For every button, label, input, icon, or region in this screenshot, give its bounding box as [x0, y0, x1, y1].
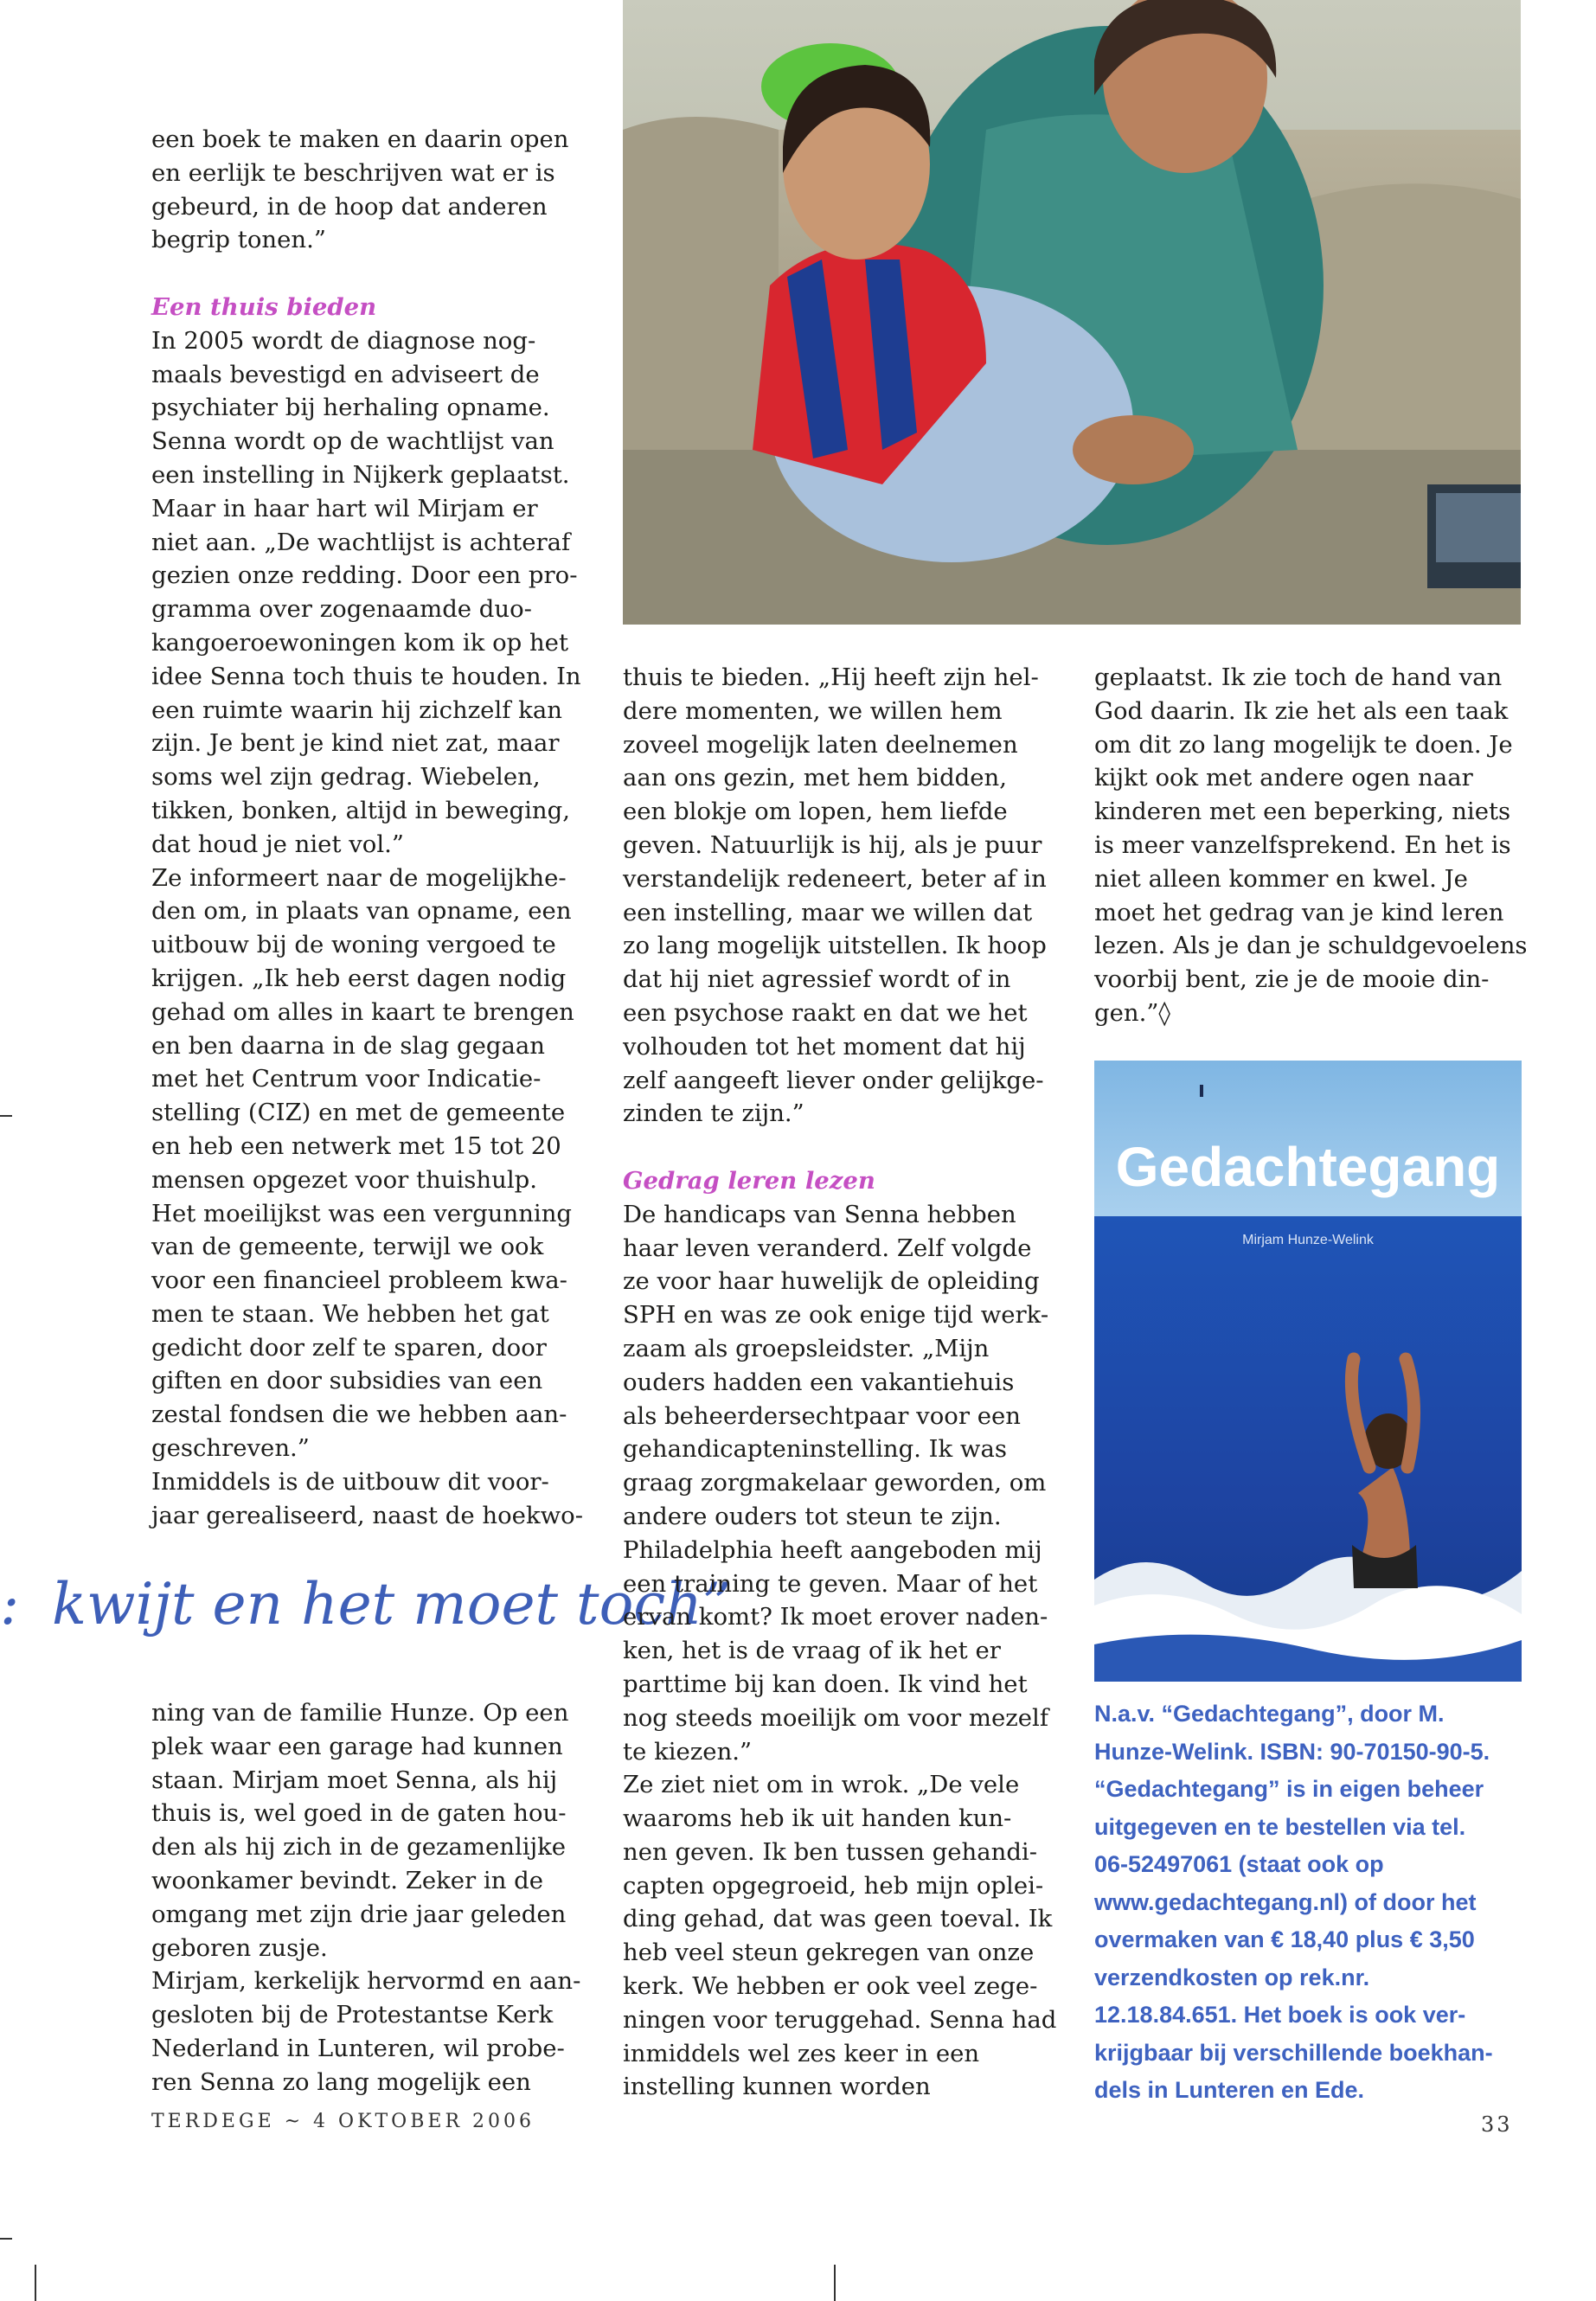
caption-line: www.gedachtegang.nl) of door het: [1094, 1888, 1477, 1915]
text-line: capten opgegroeid, heb mijn oplei-: [623, 1871, 1044, 1900]
section-heading-thuis-bieden: Een thuis bieden: [151, 292, 377, 321]
book-info-caption: [1094, 1695, 1544, 2110]
text-line: van de gemeente, terwijl we ook: [151, 1233, 544, 1261]
text-line: maals bevestigd en adviseert de: [151, 360, 540, 388]
crop-mark: [0, 2238, 12, 2240]
caption-line: verzendkosten op rek.nr.: [1094, 1964, 1370, 1990]
text-line: tikken, bonken, altijd in beweging,: [151, 796, 570, 824]
text-line: heb veel steun gekregen van onze: [623, 1939, 1035, 1967]
article-column-1: [151, 123, 584, 1532]
text-line: kijkt ook met andere ogen naar: [1094, 764, 1473, 792]
text-line: stelling (CIZ) en met de gemeente: [151, 1099, 566, 1127]
pull-quote: [0, 1566, 732, 1644]
article-column-1-continued: [151, 1696, 584, 2099]
text-line: gezien onze redding. Door een pro-: [151, 561, 578, 590]
text-line: SPH en was ze ook enige tijd werk-: [623, 1301, 1049, 1330]
text-line: geschreven.”: [151, 1434, 310, 1463]
text-line: instelling kunnen worden: [623, 2073, 931, 2101]
text-line: en ben daarna in de slag gegaan: [151, 1031, 545, 1060]
text-line: psychiater bij herhaling opname.: [151, 394, 550, 422]
pull-quote-fragment: :: [0, 1571, 20, 1638]
text-line: Ze ziet niet om in wrok. „De vele: [623, 1771, 1020, 1799]
text-line: voorbij bent, zie je de mooie din-: [1094, 965, 1490, 994]
text-line: een instelling in Nijkerk geplaatst.: [151, 460, 570, 489]
text-line: men te staan. We hebben het gat: [151, 1299, 549, 1328]
text-line: als beheerdersechtpaar voor een: [623, 1401, 1021, 1430]
text-line: Mirjam, kerkelijk hervormd en aan-: [151, 1967, 581, 1996]
text-line: kinderen met een beperking, niets: [1094, 798, 1511, 826]
text-line: dat hij niet agressief wordt of in: [623, 965, 1011, 994]
text-line: ding gehad, dat was geen toeval. Ik: [623, 1905, 1053, 1933]
text-line: Senna wordt op de wachtlijst van: [151, 427, 554, 456]
text-line: krijgen. „Ik heb eerst dagen nodig: [151, 964, 567, 992]
col2-intro: [623, 661, 1073, 1131]
text-line: dere momenten, we willen hem: [623, 696, 1003, 725]
text-line: aan ons gezin, met hem bidden,: [623, 764, 1008, 792]
col1-body: [151, 324, 584, 1533]
text-line: andere ouders tot steun te zijn.: [623, 1502, 1002, 1530]
text-line: zaam als groepsleidster. „Mijn: [623, 1334, 990, 1362]
text-line: ervan komt? Ik moet erover naden-: [623, 1603, 1048, 1631]
text-line: ning van de familie Hunze. Op een: [151, 1699, 569, 1727]
text-line: thuis is, wel goed in de gaten hou-: [151, 1799, 567, 1828]
caption-line: “Gedachtegang” is in eigen beheer: [1094, 1776, 1484, 1802]
text-line: God daarin. Ik zie het als een taak: [1094, 696, 1509, 725]
text-line: en heb een netwerk met 15 tot 20: [151, 1131, 561, 1160]
text-line: den om, in plaats van opname, een: [151, 897, 572, 926]
text-line: nog steeds moeilijk om voor mezelf: [623, 1703, 1049, 1732]
crop-mark: [834, 2265, 836, 2301]
text-line: gesloten bij de Protestantse Kerk: [151, 2001, 554, 2029]
text-line: waaroms heb ik uit handen kun-: [623, 1804, 1012, 1833]
text-line: geboren zusje.: [151, 1933, 328, 1962]
text-line: zestal fondsen die we hebben aan-: [151, 1400, 567, 1429]
text-line: omgang met zijn drie jaar geleden: [151, 1900, 567, 1928]
text-line: gedicht door zelf te sparen, door: [151, 1333, 547, 1362]
text-line: en eerlijk te beschrijven wat er is: [151, 158, 555, 187]
text-line: niet alleen kommer en kwel. Je: [1094, 864, 1468, 893]
text-line: dat houd je niet vol.”: [151, 830, 404, 858]
text-line: staan. Mirjam moet Senna, als hij: [151, 1766, 558, 1794]
text-line: zinden te zijn.”: [623, 1099, 804, 1128]
text-line: woonkamer bevindt. Zeker in de: [151, 1866, 544, 1894]
text-line: voor een financieel probleem kwa-: [151, 1266, 567, 1295]
text-line: Philadelphia heeft aangeboden mij: [623, 1535, 1042, 1564]
text-line: idee Senna toch thuis te houden. In: [151, 662, 581, 690]
pull-quote-text: kwijt en het moet toch”: [52, 1571, 732, 1638]
text-line: kangoeroewoningen kom ik op het: [151, 628, 569, 657]
text-line: plek waar een garage had kunnen: [151, 1732, 563, 1760]
caption-line: uitgegeven en te bestellen via tel.: [1094, 1813, 1466, 1840]
crop-mark: [35, 2265, 36, 2301]
text-line: begrip tonen.”: [151, 226, 326, 254]
text-line: gebeurd, in de hoop dat anderen: [151, 192, 548, 221]
text-line: met het Centrum voor Indicatie-: [151, 1065, 542, 1093]
text-line: een training te geven. Maar of het: [623, 1569, 1038, 1598]
text-line: niet aan. „De wachtlijst is achteraf: [151, 528, 571, 556]
text-line: soms wel zijn gedrag. Wiebelen,: [151, 763, 541, 792]
page-number: 33: [1481, 2112, 1513, 2137]
text-line: ze voor haar huwelijk de opleiding: [623, 1267, 1040, 1296]
text-line: Inmiddels is de uitbouw dit voor-: [151, 1467, 549, 1496]
text-line: lezen. Als je dan je schuldgevoelens: [1094, 932, 1528, 960]
text-line: een instelling, maar we willen dat: [623, 898, 1033, 926]
text-line: een blokje om lopen, hem liefde: [623, 798, 1008, 826]
text-line: is meer vanzelfsprekend. En het is: [1094, 830, 1511, 859]
col1-intro: [151, 123, 584, 257]
caption-line: dels in Lunteren en Ede.: [1094, 2077, 1365, 2103]
text-line: nen geven. Ik ben tussen gehandi-: [623, 1837, 1038, 1866]
text-line: een ruimte waarin hij zichzelf kan: [151, 695, 562, 724]
text-line: volhouden tot het moment dat hij: [623, 1032, 1026, 1061]
text-line: gramma over zogenaamde duo-: [151, 595, 532, 624]
crop-mark: [0, 1115, 12, 1117]
photo-mother-and-son: [623, 0, 1521, 625]
text-line: Ze informeert naar de mogelijkhe-: [151, 863, 567, 892]
caption-line: krijgbaar bij verschillende boekhan-: [1094, 2039, 1493, 2066]
text-line: verstandelijk redeneert, beter af in: [623, 864, 1047, 893]
text-line: moet het gedrag van je kind leren: [1094, 898, 1504, 926]
text-line: haar leven veranderd. Zelf volgde: [623, 1234, 1032, 1262]
text-line: een boek te maken en daarin open: [151, 125, 569, 153]
caption-line: 06-52497061 (staat ook op: [1094, 1851, 1384, 1877]
caption-line: overmaken van € 18,40 plus € 3,50: [1094, 1926, 1475, 1952]
text-line: geven. Natuurlijk is hij, als je puur: [623, 830, 1042, 859]
article-column-3: [1094, 661, 1535, 1030]
text-line: In 2005 wordt de diagnose nog-: [151, 326, 536, 355]
text-line: den als hij zich in de gezamenlijke: [151, 1833, 567, 1862]
footer-magazine-date: TERDEGE ~ 4 OKTOBER 2006: [151, 2111, 535, 2132]
book-cover-author: Mirjam Hunze-Welink: [1242, 1233, 1374, 1247]
text-line: zoveel mogelijk laten deelnemen: [623, 730, 1018, 759]
text-line: parttime bij kan doen. Ik vind het: [623, 1670, 1028, 1698]
text-line: mensen opgezet voor thuishulp.: [151, 1165, 537, 1194]
text-line: uitbouw bij de woning vergoed te: [151, 931, 556, 959]
col2-body: [623, 1198, 1073, 2105]
text-line: inmiddels wel zes keer in een: [623, 2039, 980, 2067]
text-line: ningen voor teruggehad. Senna had: [623, 2005, 1057, 2034]
text-line: om dit zo lang mogelijk te doen. Je: [1094, 730, 1513, 759]
text-line: Nederland in Lunteren, wil probe-: [151, 2034, 565, 2062]
text-line: zelf aangeeft liever onder gelijkge-: [623, 1066, 1044, 1094]
text-line: Maar in haar hart wil Mirjam er: [151, 494, 538, 522]
book-cover-gedachtegang: [1094, 1061, 1522, 1682]
text-line: te kiezen.”: [623, 1737, 753, 1766]
caption-line: Hunze-Welink. ISBN: 90-70150-90-5.: [1094, 1738, 1490, 1765]
text-line: gehandicapteninstelling. Ik was: [623, 1435, 1007, 1464]
text-line: De handicaps van Senna hebben: [623, 1200, 1016, 1228]
text-line: gen.”◊: [1094, 998, 1170, 1027]
text-line: Het moeilijkst was een vergunning: [151, 1199, 573, 1227]
article-column-2: [623, 661, 1073, 2104]
text-line: zijn. Je bent je kind niet zat, maar: [151, 729, 560, 758]
text-line: ouders hadden een vakantiehuis: [623, 1368, 1015, 1396]
text-line: gehad om alles in kaart te brengen: [151, 997, 574, 1026]
text-line: geplaatst. Ik zie toch de hand van: [1094, 663, 1503, 691]
text-line: zo lang mogelijk uitstellen. Ik hoop: [623, 932, 1047, 960]
text-line: ken, het is de vraag of ik het er: [623, 1637, 1001, 1665]
text-line: een psychose raakt en dat we het: [623, 998, 1028, 1027]
book-cover-title: Gedachtegang: [1115, 1136, 1501, 1198]
caption-line: N.a.v. “Gedachtegang”, door M.: [1094, 1701, 1445, 1727]
text-line: giften en door subsidies van een: [151, 1367, 543, 1395]
text-line: thuis te bieden. „Hij heeft zijn hel-: [623, 663, 1039, 691]
caption-line: 12.18.84.651. Het boek is ook ver-: [1094, 2002, 1466, 2028]
text-line: ren Senna zo lang mogelijk een: [151, 2067, 531, 2096]
text-line: graag zorgmakelaar geworden, om: [623, 1469, 1047, 1497]
text-line: kerk. We hebben er ook veel zege-: [623, 1972, 1038, 2001]
section-heading-gedrag-leren-lezen: Gedrag leren lezen: [623, 1166, 875, 1195]
text-line: jaar gerealiseerd, naast de hoekwo-: [151, 1501, 584, 1529]
